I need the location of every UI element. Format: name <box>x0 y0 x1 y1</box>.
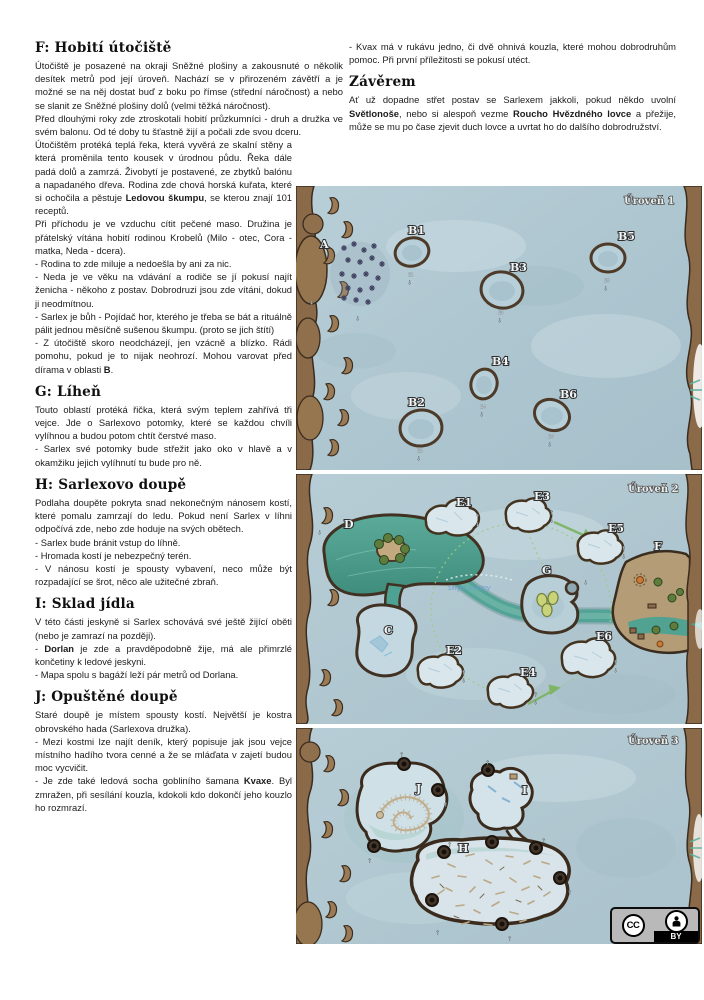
paragraph: Podlaha doupěte pokryta snad nekonečným nánosem kostí, které pomalu zamrzají do ledu. Pokud není Sarlex v líhni odpočívá zde, nebo zde hoduje na svých obětech. <box>35 496 292 535</box>
svg-text:E1: E1 <box>408 272 414 277</box>
section-f-paragraphs <box>35 138 292 376</box>
svg-text:↑: ↑ <box>542 837 546 844</box>
map-label-f: F <box>654 540 662 553</box>
paragraph: - Dorlan je zde a pravděpodobně žije, má ale přimrzlé končetiny k ledové jeskyni. <box>35 642 292 667</box>
paragraph: - Kvax má v rukávu jedno, či dvě ohnivá kouzla, které mohou dobrodruhům pomoc. Při první příležitosti se pokusí utéct. <box>349 41 676 66</box>
cc-logo <box>612 909 654 942</box>
section-heading-i: I: Sklad jídla <box>35 596 135 613</box>
section-heading-f: F: Hobití útočiště <box>35 40 172 56</box>
map-label-e1: E1 <box>456 496 473 509</box>
svg-text:E3: E3 <box>498 310 504 315</box>
svg-text:E5: E5 <box>604 278 610 283</box>
svg-text:↓: ↓ <box>534 699 538 706</box>
map-label-b2: B2 <box>408 396 425 409</box>
map-label-b6: B6 <box>560 388 577 401</box>
map-label-j: J <box>416 782 422 795</box>
map-label-e6: E6 <box>596 630 613 643</box>
attribution-person-icon <box>665 910 688 933</box>
svg-text:↓: ↓ <box>480 411 484 418</box>
paragraph: - Sarlex bude bránit vstup do líhně. <box>35 536 181 548</box>
map-label-i: I <box>522 784 528 797</box>
svg-text:↑: ↑ <box>508 935 512 942</box>
svg-text:↑: ↑ <box>568 889 572 896</box>
map-label-b1: B1 <box>408 224 425 237</box>
paragraph: Útočiště je posazené na okraji Sněžné plošiny a zakousnuté o několik desítek metrů pod její úroveň. Nachází se v přirozeném závětří a je možné se na něj dostat buď z boku po římse (střední náročnost) a nebo se slanit ze Sněžné plošiny dolů (velmi těžká náročnost). <box>35 60 343 111</box>
paragraph: - V nánosu kostí je spousty vybavení, neco může být rozpadající se šrot, něco ale užitečné zbraň. <box>35 562 292 588</box>
paragraph: Staré doupě je místem spousty kostí. Největší je kostra obrovského hada (Sarlexova družka). <box>35 709 292 734</box>
section-f-wide-paragraphs <box>35 59 343 138</box>
map-label-h: H <box>458 842 469 855</box>
map-label-e4: E4 <box>520 666 537 679</box>
cc-by-license-badge[interactable] <box>610 907 700 944</box>
section-j-paragraphs <box>35 708 292 814</box>
svg-text:↓: ↓ <box>498 317 502 324</box>
paragraph: Ať už dopadne střet postav se Sarlexem jakkoli, pokud někdo uvolní Světlonoše, nebo si alespoň vezme Roucho Hvězdného lovce a přežije, může se mu po čase zjevit duch lovce a uvrtat ho do dalšího dobrodružství. <box>349 94 676 132</box>
svg-text:↑: ↑ <box>400 751 404 758</box>
svg-text:↓: ↓ <box>408 279 412 286</box>
paragraph: Útočištěm protéká teplá řeka, která vyvěrá ze skalní stěny a která proměnila tento kousek v úrodnou půdu. Řeka dále padá dolů a zamrzá. Živobytí je postavené, ze zbytků balónu a napadaného dřeva. Rodina zde chová horská kuřata, které si ochočila a pěstuje Ledovou škumpu, se kterou znají 101 receptů. <box>35 139 293 217</box>
svg-text:↓: ↓ <box>310 299 314 306</box>
map-label-g: G <box>542 564 552 577</box>
svg-text:↑: ↑ <box>436 929 440 936</box>
cc-circle-icon: CC <box>622 914 645 937</box>
section-heading-j: J: Opuštěné doupě <box>35 689 178 706</box>
map-label-a: A <box>320 238 329 251</box>
right-intro-paragraphs <box>349 40 676 66</box>
paragraph: - Z útočiště skoro neodcházejí, jen vzácně a blízko. Rádi pomohu, pokud je to nijak neohrozí. Mohou varovat před dírama v oblasti B. <box>35 337 292 375</box>
paragraph: - Neda je ve věku na vdávání a rodiče se jí pokusí najít ženicha - někoho z postav. Dobrodruzi jsou zde vítáni, dokud ji neodmítnou. <box>35 271 292 309</box>
section-heading-h: H: Sarlexovo doupě <box>35 476 187 493</box>
paragraph: - Mezi kostmi lze najít deník, který popisuje jak jsou vejce místního hadího tvora cenné a že se mláďata v zajetí budou moc vycvičit. <box>35 735 292 774</box>
cave-h <box>412 836 570 930</box>
svg-text:↓: ↓ <box>604 285 608 292</box>
svg-text:↑: ↑ <box>534 691 538 698</box>
map-label-e2: E2 <box>446 644 463 657</box>
paragraph: V této části jeskyně si Sarlex schovává své ještě žijící oběti (nebo je zamrazí na později). <box>35 616 292 641</box>
map-level-3-title: Úroveň 3 <box>628 736 679 747</box>
map-level-1-title: Úroveň 1 <box>624 196 675 207</box>
paragraph: Při příchodu je ve vzduchu cítit pečené maso. Družina je přátelský vítána hobití rodinou Krobelů (Milo - otec, Cora - matka, Neda - dcera). <box>35 218 292 256</box>
map-label-e5: E5 <box>608 522 625 535</box>
paragraph: - Sarlex je bůh - Pojídač hor, kterého je třeba se bát a rituálně pálit jednou měsíčně sušenou škumpu. (proto se jich štítí) <box>35 310 292 336</box>
paragraph: - Mapa spolu s bagáží leží pár metrů od Dorlana. <box>35 669 239 681</box>
svg-text:↑: ↑ <box>448 841 452 848</box>
map-level-1 <box>296 186 702 470</box>
section-heading-g: G: Líheň <box>35 383 102 400</box>
by-label: BY <box>654 931 698 942</box>
svg-text:↓: ↓ <box>476 521 480 528</box>
svg-text:↓: ↓ <box>356 315 360 322</box>
level-2-map-image <box>296 474 702 724</box>
map-label-b3: B3 <box>510 261 527 274</box>
paragraph: - Rodina to zde miluje a nedoešla by ani za nic. <box>35 258 232 270</box>
svg-text:↑: ↑ <box>486 759 490 766</box>
svg-text:↑: ↑ <box>368 857 372 864</box>
svg-text:↓: ↓ <box>622 553 626 560</box>
map-label-e3: E3 <box>534 490 551 503</box>
map-label-c: C <box>384 624 393 637</box>
paragraph: Před dlouhými roky zde ztroskotali hobití průzkumníci - druh a družka ve svém balonu. Od té doby tu šťastně žijí a počali zde svou dceru. <box>35 112 343 138</box>
svg-text:↓: ↓ <box>614 667 618 674</box>
svg-text:↑: ↑ <box>444 801 448 808</box>
zaverem-paragraphs <box>349 93 676 133</box>
svg-text:↑: ↑ <box>476 513 480 520</box>
level-1-map-image <box>296 186 702 470</box>
svg-text:↑: ↑ <box>614 659 618 666</box>
svg-text:E4: E4 <box>480 404 486 409</box>
left-column-narrow <box>35 138 292 814</box>
svg-text:↓: ↓ <box>550 517 554 524</box>
svg-text:↓: ↓ <box>417 455 421 462</box>
map-label-b5: B5 <box>618 230 635 243</box>
cave-c <box>357 605 416 676</box>
svg-text:↓: ↓ <box>548 441 552 448</box>
svg-text:↓: ↓ <box>462 677 466 684</box>
svg-text:E6: E6 <box>548 434 554 439</box>
right-column <box>349 40 676 133</box>
svg-text:↑: ↑ <box>462 669 466 676</box>
paragraph: - Je zde také ledová socha gobliního šamana Kvaxe. Byl zmražen, při sesílání kouzla, kdokoli kdo dokončí jeho kouzlo ho rozmrazí. <box>35 775 292 813</box>
svg-text:↓: ↓ <box>318 529 322 536</box>
section-h-paragraphs <box>35 496 292 588</box>
svg-text:E2: E2 <box>417 448 423 453</box>
map-label-d: D <box>344 518 354 531</box>
map-note-hidden-cracks: skryté pukliny <box>448 585 491 592</box>
section-i-paragraphs <box>35 615 292 681</box>
svg-text:↓: ↓ <box>584 579 588 586</box>
section-g-paragraphs <box>35 403 292 469</box>
svg-text:↑: ↑ <box>550 509 554 516</box>
map-level-2 <box>296 474 702 724</box>
paragraph: Touto oblastí protéká řička, která svým teplem zahřívá tři vejce. Jde o Sarlexovo potomky, které se každou chvíli vylíhnou a budou potom chtít čerstvé maso. <box>35 403 292 442</box>
section-heading-zaverem: Závěrem <box>349 74 416 91</box>
map-level-2-title: Úroveň 2 <box>628 484 679 495</box>
map-label-b4: B4 <box>492 355 509 368</box>
svg-text:↑: ↑ <box>622 545 626 552</box>
paragraph: - Hromada kostí je nebezpečný terén. <box>35 549 192 561</box>
paragraph: - Sarlex své potomky bude střežit jako oko v hlavě a v okamžiku jejich vylíhnutí tu bude pro ně. <box>35 443 292 468</box>
right-cliff <box>686 474 702 724</box>
